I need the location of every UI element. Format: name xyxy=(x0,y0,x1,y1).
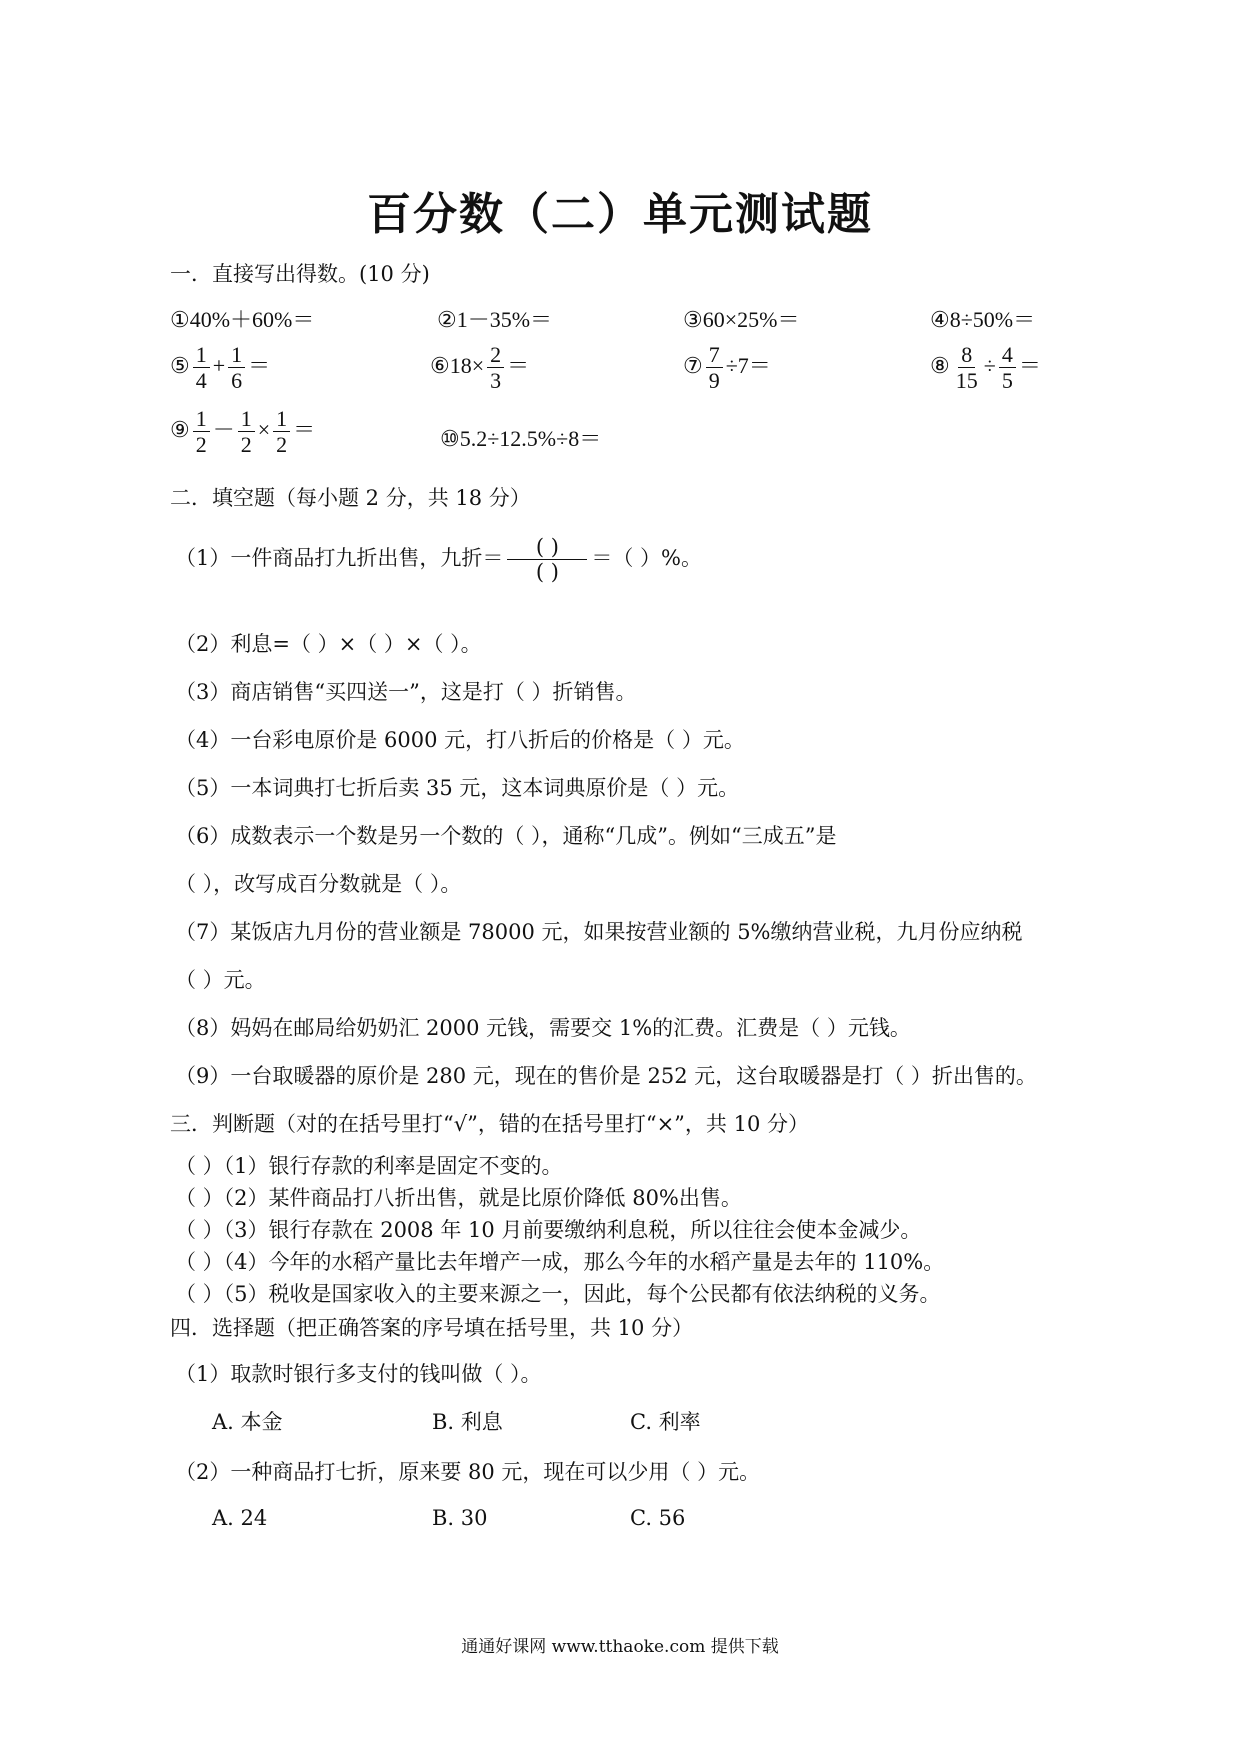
fraction: $\frac{1}{2}$ xyxy=(273,406,290,458)
s2-question-2: （2）利息=（ ）×（ ）×（ ）。 xyxy=(175,632,482,656)
fraction: $\frac{2}{3}$ xyxy=(487,342,504,394)
s4-q2-option-c: C. 56 xyxy=(630,1506,686,1530)
s4-question-1: （1）取款时银行多支付的钱叫做（ ）。 xyxy=(175,1362,542,1386)
s1-question-8: ⑧ $\frac{8}{15}$ ÷ $\frac{4}{5}$ ＝ xyxy=(930,342,1041,394)
footer-credit: 通通好课网 www.tthaoke.com 提供下载 xyxy=(461,1637,779,1657)
judgement-item: （ ）（3）银行存款在 2008 年 10 月前要缴纳利息税，所以往往会使本金减少。 xyxy=(175,1218,922,1242)
s4-question-2: （2）一种商品打七折，原来要 80 元，现在可以少用（ ）元。 xyxy=(175,1460,761,1484)
blank-fraction: $\frac{( )}{( )}$ xyxy=(507,535,587,584)
fraction: $\frac{4}{5}$ xyxy=(999,342,1016,394)
s4-q1-option-c: C. 利率 xyxy=(630,1410,701,1434)
section-4-heading: 四．选择题（把正确答案的序号填在括号里，共 10 分） xyxy=(170,1316,694,1340)
s1-question-4: ④8÷50%＝ xyxy=(930,307,1036,332)
fraction: $\frac{1}{2}$ xyxy=(238,406,255,458)
s2-question-6-line-2: （ ），改写成百分数就是（ ）。 xyxy=(175,872,462,896)
fraction: $\frac{1}{2}$ xyxy=(193,406,210,458)
s4-q1-option-b: B. 利息 xyxy=(432,1410,503,1434)
fraction: $\frac{8}{15}$ xyxy=(955,342,978,394)
s1-question-2: ②1－35%＝ xyxy=(437,307,553,332)
s1-question-5: ⑤ $\frac{1}{4}$ + $\frac{1}{6}$ ＝ xyxy=(170,342,271,394)
judgement-item: （ ）（1）银行存款的利率是固定不变的。 xyxy=(175,1154,563,1178)
judgement-item: （ ）（4）今年的水稻产量比去年增产一成，那么今年的水稻产量是去年的 110%。 xyxy=(175,1250,945,1274)
s2-question-1: （1）一件商品打九折出售，九折＝ $\frac{( )}{( )}$ ＝（ ）%。 xyxy=(175,535,703,584)
fraction: $\frac{1}{6}$ xyxy=(228,342,245,394)
s2-question-6-line-1: （6）成数表示一个数是另一个数的（ ），通称“几成”。例如“三成五”是 xyxy=(175,824,837,848)
s2-question-4: （4）一台彩电原价是 6000 元，打八折后的价格是（ ）元。 xyxy=(175,728,745,752)
fraction: $\frac{7}{9}$ xyxy=(706,342,723,394)
s1-question-7: ⑦ $\frac{7}{9}$ ÷7＝ xyxy=(683,342,771,394)
s1-question-10: ⑩5.2÷12.5%÷8＝ xyxy=(440,426,602,451)
s2-question-7-line-1: （7）某饭店九月份的营业额是 78000 元，如果按营业额的 5%缴纳营业税，九月份应纳税 xyxy=(175,920,1023,944)
s1-question-3: ③60×25%＝ xyxy=(683,307,800,332)
judgement-item: （ ）（2）某件商品打八折出售，就是比原价降低 80%出售。 xyxy=(175,1186,742,1210)
section-2-heading: 二．填空题（每小题 2 分，共 18 分） xyxy=(170,486,531,510)
s2-question-5: （5）一本词典打七折后卖 35 元，这本词典原价是（ ）元。 xyxy=(175,776,740,800)
judgement-item: （ ）（5）税收是国家收入的主要来源之一，因此，每个公民都有依法纳税的义务。 xyxy=(175,1282,941,1306)
s2-question-8: （8）妈妈在邮局给奶奶汇 2000 元钱，需要交 1%的汇费。汇费是（ ）元钱。 xyxy=(175,1016,911,1040)
s2-question-9: （9）一台取暖器的原价是 280 元，现在的售价是 252 元，这台取暖器是打（ ）折出售的。 xyxy=(175,1064,1037,1088)
fraction: $\frac{1}{4}$ xyxy=(193,342,210,394)
s1-question-1: ①40%＋60%＝ xyxy=(170,307,315,332)
page-title: 百分数（二）单元测试题 xyxy=(367,189,873,240)
s4-q2-option-a: A. 24 xyxy=(212,1506,268,1530)
section-3-heading: 三．判断题（对的在括号里打“√”，错的在括号里打“×”，共 10 分） xyxy=(170,1112,809,1136)
s4-q2-option-b: B. 30 xyxy=(432,1506,488,1530)
s2-question-3: （3）商店销售“买四送一”，这是打（ ）折销售。 xyxy=(175,680,637,704)
section-1-heading: 一．直接写出得数。(10 分) xyxy=(170,262,430,286)
s4-q1-option-a: A. 本金 xyxy=(212,1410,283,1434)
s2-question-7-line-2: （ ）元。 xyxy=(175,968,266,992)
s1-question-9: ⑨ $\frac{1}{2}$ － $\frac{1}{2}$ × $\frac{1}{2}$ ＝ xyxy=(170,406,316,458)
s1-question-6: ⑥18× $\frac{2}{3}$ ＝ xyxy=(430,342,530,394)
